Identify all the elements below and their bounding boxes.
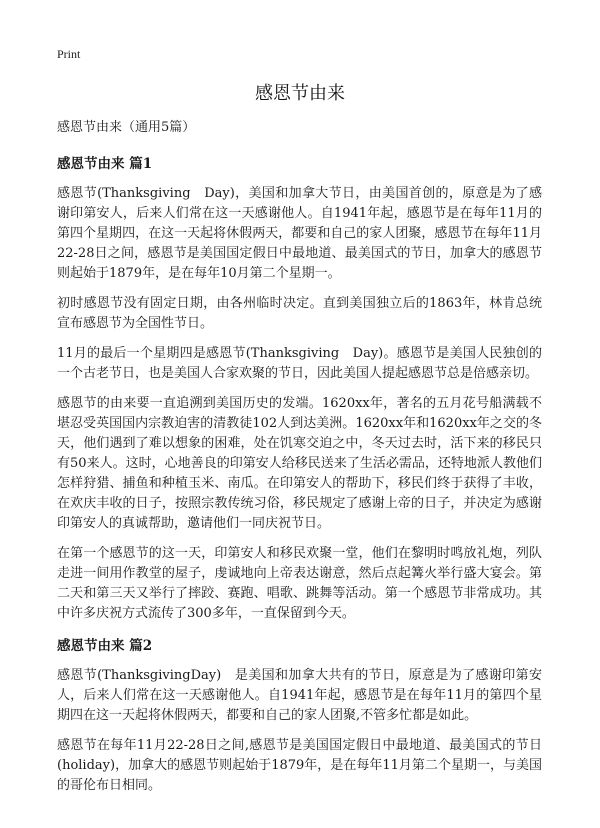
document-body bbox=[57, 118, 542, 806]
section-heading-2: 感恩节由来 篇2 bbox=[57, 638, 153, 654]
section-heading-1: 感恩节由来 篇1 bbox=[57, 156, 153, 172]
paragraph: 感恩节(Thanksgiving Day)，美国和加拿大节日，由美国首创的，原意是为了感谢印第安人，后来人们常在这一天感谢他人。自1941年起，感恩节是在每年11月的第四个星期四，在这一天起将休假两天，都要和自己的家人团聚，感恩节在每年11月22-28日之间，感恩节是美国国定假日中最地道、最美国式的节日，加拿大的感恩节则起始于1879年，是在每年10月第二个星期一。 bbox=[57, 186, 542, 281]
paragraph: 在第一个感恩节的这一天，印第安人和移民欢聚一堂，他们在黎明时鸣放礼炮，列队走进一间用作教堂的屋子，虔诚地向上帝表达谢意，然后点起篝火举行盛大宴会。第二天和第三天又举行了摔跤、赛跑、唱歌、跳舞等活动。第一个感恩节非常成功。其中许多庆祝方式流传了300多年，一直保留到今天。 bbox=[57, 546, 542, 621]
paragraph: 11月的最后一个星期四是感恩节(Thanksgiving Day)。感恩节是美国人民独创的一个古老节日，也是美国人合家欢聚的节日，因此美国人提起感恩节总是倍感亲切。 bbox=[57, 346, 542, 381]
document-subtitle: 感恩节由来（通用5篇） bbox=[57, 120, 196, 135]
paragraph: 感恩节(ThanksgivingDay) 是美国和加拿大共有的节日，原意是为了感谢印第安人，后来人们常在这一天感谢他人。自1941年起，感恩节是在每年11月的第四个星期四在这一天起将休假两天，都要和自己的家人团聚,不管多忙都是如此。 bbox=[57, 668, 542, 723]
paragraph: 感恩节在每年11月22-28日之间,感恩节是美国国定假日中最地道、最美国式的节日(holiday)，加拿大的感恩节则起始于1879年，是在每年11月第二个星期一，与美国的哥伦布日相同。 bbox=[57, 738, 542, 793]
paragraph: 初时感恩节没有固定日期，由各州临时决定。直到美国独立后的1863年，林肯总统宣布感恩节为全国性节日。 bbox=[57, 296, 542, 331]
print-label: Print bbox=[57, 47, 81, 61]
paragraph: 感恩节的由来要一直追溯到美国历史的发端。1620xx年，著名的五月花号船满载不堪忍受英国国内宗教迫害的清教徒102人到达美洲。1620xx年和1620xx年之交的冬天，他们遇到了难以想象的困难，处在饥寒交迫之中，冬天过去时，活下来的移民只有50来人。这时，心地善良的印第安人给移民送来了生活必需品，还特地派人教他们怎样狩猎、捕鱼和种植玉米、南瓜。在印第安人的帮助下，移民们终于获得了丰收，在欢庆丰收的日子，按照宗教传统习俗，移民规定了感谢上帝的日子，并决定为感谢印第安人的真诚帮助，邀请他们一同庆祝节日。 bbox=[57, 396, 542, 531]
document-title: 感恩节由来 bbox=[255, 83, 345, 104]
